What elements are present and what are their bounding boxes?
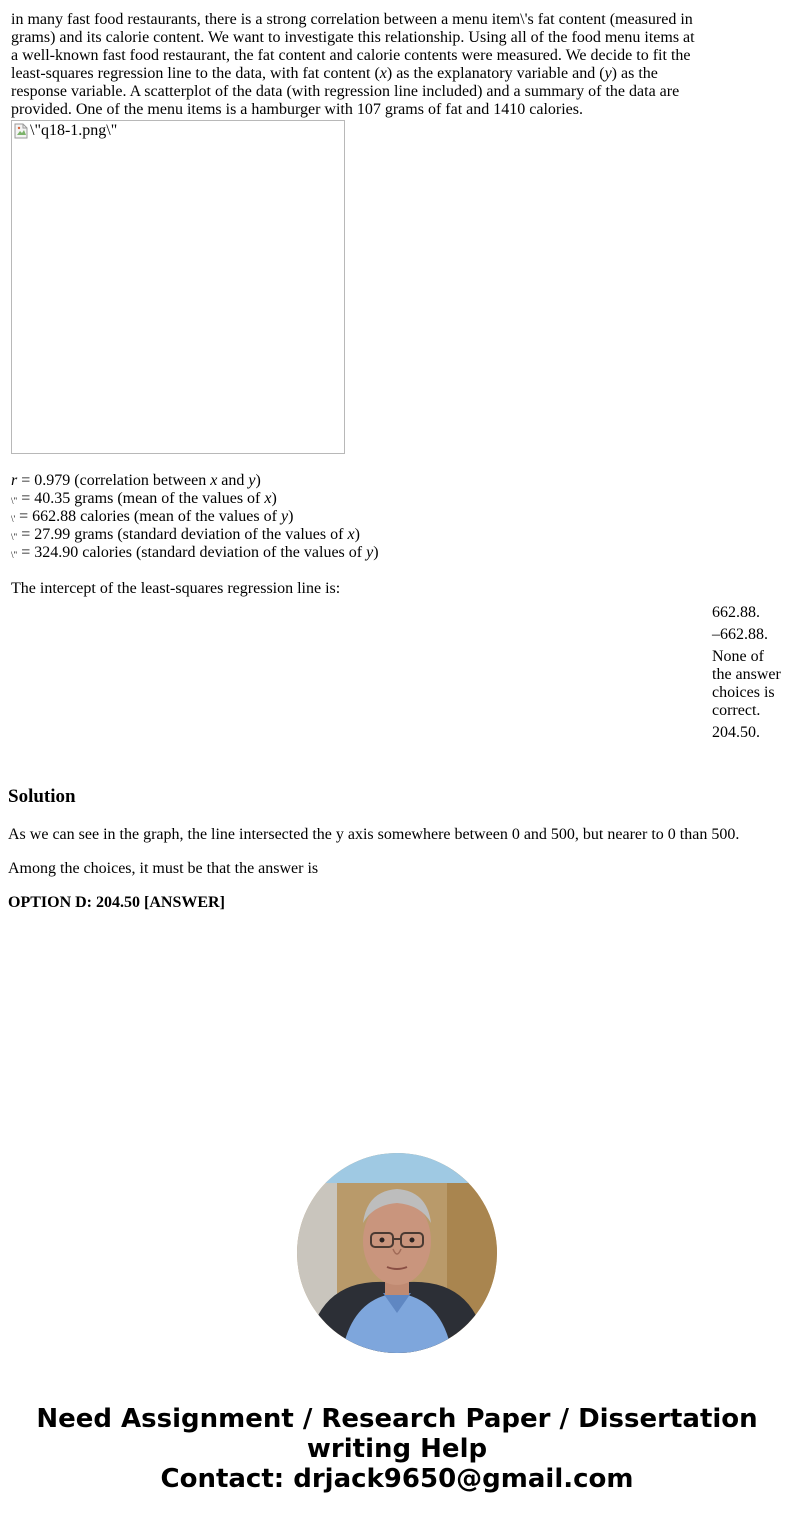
stat-ybar-symbol: \' (11, 514, 16, 524)
stat-xbar-text: = 40.35 grams (mean of the values of (17, 490, 265, 507)
stat-xbar-symbol: \" (11, 496, 18, 506)
var-x: x (264, 490, 272, 507)
stat-r (11, 472, 701, 490)
broken-image-placeholder (11, 120, 345, 454)
stat-r-text: ) (255, 472, 261, 489)
solution-paragraph: As we can see in the graph, the line intersected the y axis somewhere between 0 and 500, but nearer to 0 than 500. (8, 826, 740, 843)
stat-ybar (11, 508, 701, 526)
broken-image-icon (14, 123, 28, 139)
var-x: x (347, 526, 355, 543)
image-alt-text: \"q18-1.png\" (30, 122, 118, 139)
footer-contact[interactable]: Contact: drjack9650@gmail.com (160, 1464, 634, 1494)
stat-sy-text: = 324.90 calories (standard deviation of the values of (17, 544, 367, 561)
solution-block (8, 786, 788, 928)
var-y: y (248, 472, 256, 489)
choice-b[interactable]: –662.88. (712, 626, 768, 643)
avatar (297, 1153, 497, 1353)
answer-choices (712, 604, 782, 746)
stat-sx-text: ) (354, 526, 360, 543)
stat-sx-symbol: \" (11, 532, 18, 542)
solution-paragraph: Among the choices, it must be that the answer is (8, 860, 319, 877)
stat-sx (11, 526, 701, 544)
stat-sy (11, 544, 701, 562)
stat-sy-text: ) (373, 544, 379, 561)
solution-heading: Solution (8, 786, 76, 807)
question-intro (11, 11, 701, 119)
stat-r-text: and (217, 472, 249, 489)
intro-text: ) as the explanatory variable and ( (386, 65, 605, 82)
var-x: x (210, 472, 218, 489)
stat-ybar-text: = 662.88 calories (mean of the values of (15, 508, 281, 525)
question-block (11, 11, 701, 598)
stat-sx-text: = 27.99 grams (standard deviation of the values of (17, 526, 348, 543)
footer-line: Need Assignment / Research Paper / Dissertation (36, 1404, 758, 1434)
choice-c[interactable]: None of the answer choices is correct. (712, 648, 781, 719)
stat-xbar-text: ) (271, 490, 277, 507)
question-prompt: The intercept of the least-squares regression line is: (11, 580, 341, 597)
summary-stats (11, 472, 701, 562)
var-y: y (366, 544, 374, 561)
footer-banner (0, 1404, 794, 1494)
choice-d[interactable]: 204.50. (712, 724, 760, 741)
intro-text: ) as the response variable. A scatterplot of the data (with regression line included) and a summary of the data are provided. One of the menu items is a hamburger with 107 grams of fat and 1410 calories. (11, 65, 680, 118)
solution-answer: OPTION D: 204.50 [ANSWER] (8, 894, 225, 911)
var-y: y (604, 65, 612, 82)
stat-sy-symbol: \" (11, 550, 18, 560)
stat-r-text: = 0.979 (correlation between (17, 472, 211, 489)
footer-line: writing Help (306, 1434, 488, 1464)
choice-a[interactable]: 662.88. (712, 604, 760, 621)
stat-r-symbol: r (11, 472, 18, 489)
stat-ybar-text: ) (288, 508, 294, 525)
var-y: y (280, 508, 289, 525)
stat-xbar (11, 490, 701, 508)
intro-text: in many fast food restaurants, there is a strong correlation between a menu item\'s fat content (measured in grams) and its calorie content. We want to investigate this relationship. Using all of the food menu items at a well-known fast food restaurant, the fat content and calorie contents were measured. We decide to fit the least-squares regression line to the data, with fat content ( (11, 11, 695, 82)
var-x: x (379, 65, 387, 82)
avatar-portrait (297, 1153, 497, 1353)
